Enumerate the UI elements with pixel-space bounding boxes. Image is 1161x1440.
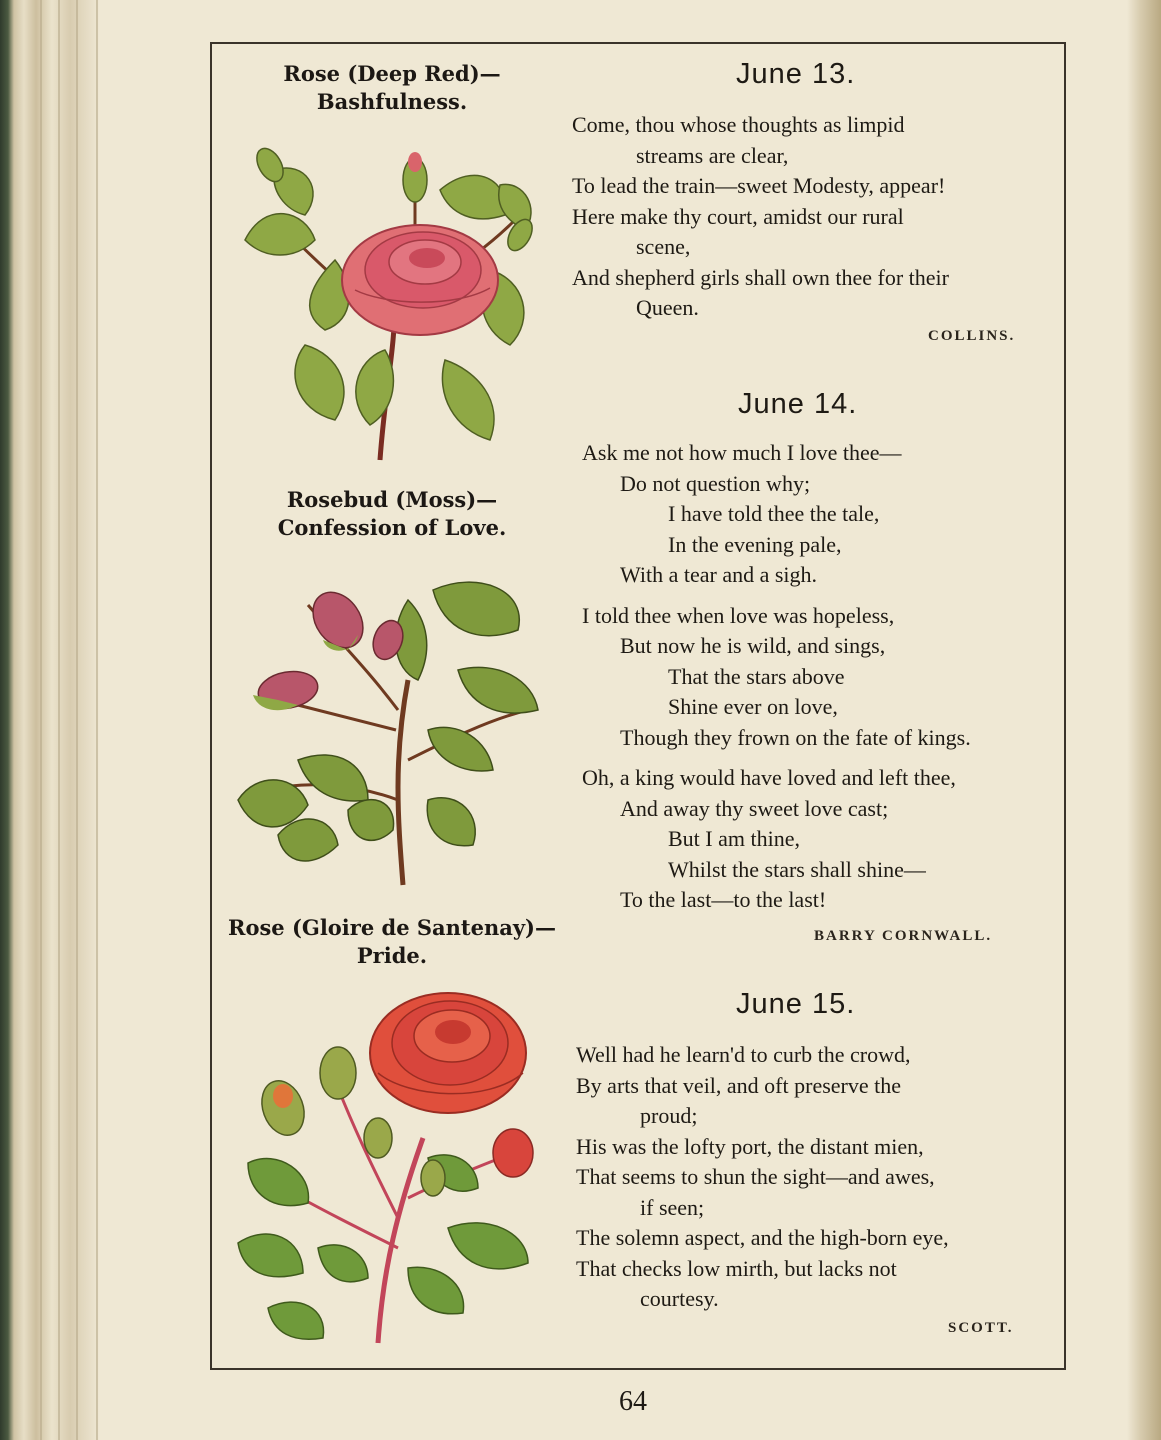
poem-line: Well had he learn'd to curb the crowd, (576, 1042, 911, 1067)
entry-author: SCOTT. (948, 1320, 1014, 1336)
caption-line: Bashfulness. (316, 89, 468, 114)
poem-line: streams are clear, (636, 142, 789, 168)
entry-date: June 13. (736, 58, 856, 90)
poem-line: courtesy. (640, 1286, 719, 1311)
poem-line: That checks low mirth, but lacks not (576, 1255, 897, 1281)
caption-rosebud-moss (252, 486, 532, 542)
rose-gloire-illustration (228, 988, 558, 1348)
poem-line: But now he is wild, and sings, (620, 633, 886, 658)
poem-line: Do not question why; (620, 470, 811, 496)
poem-line: if seen; (640, 1194, 705, 1220)
poem-line: With a tear and a sigh. (620, 562, 818, 587)
entry-poem (576, 1040, 949, 1315)
poem-line: Shine ever on love, (668, 694, 838, 719)
poem-line: His was the lofty port, the distant mien, (576, 1133, 924, 1159)
caption-rose-gloire (222, 914, 562, 970)
poem-line: By arts that veil, and oft preserve the (576, 1072, 902, 1098)
poem-line: I told thee when love was hopeless, (582, 602, 895, 628)
poem-line: That seems to shun the sight—and awes, (576, 1164, 935, 1189)
poem-line: Come, thou whose thoughts as limpid (572, 112, 905, 137)
poem-line: And away thy sweet love cast; (620, 795, 889, 821)
page-number: 64 (619, 1386, 647, 1417)
poem-line: Here make thy court, amidst our rural (572, 203, 904, 229)
poem-line: And shepherd girls shall own thee for their (572, 264, 949, 290)
poem-line: In the evening pale, (668, 531, 842, 557)
entry-date: June 14. (738, 388, 858, 420)
caption-line: Rose (Gloire de Santenay)— (228, 915, 556, 940)
poem-line: The solemn aspect, and the high-born eye, (576, 1225, 949, 1250)
poem-line: Oh, a king would have loved and left thee, (582, 765, 956, 790)
caption-line: Rose (Deep Red)— (283, 61, 501, 86)
caption-rose-deep-red (252, 60, 532, 116)
entry-poem (582, 438, 971, 916)
poem-line: proud; (640, 1103, 698, 1128)
poem-line: That the stars above (668, 663, 845, 689)
rosebud-moss-illustration (228, 560, 558, 890)
caption-line: Pride. (356, 943, 428, 968)
poem-line: Whilst the stars shall shine— (668, 856, 926, 882)
poem-line: To the last—to the last! (620, 887, 827, 912)
poem-line: To lead the train—sweet Modesty, appear! (572, 173, 946, 198)
entry-poem (572, 110, 949, 324)
page-right-edge (1127, 0, 1161, 1440)
rose-deep-red-illustration (235, 130, 555, 465)
caption-line: Rosebud (Moss)— (286, 487, 498, 512)
poem-line: I have told thee the tale, (668, 501, 880, 526)
poem-line: But I am thine, (668, 826, 800, 851)
entry-date: June 15. (736, 988, 856, 1020)
caption-line: Confession of Love. (277, 515, 507, 540)
entry-author: BARRY CORNWALL. (814, 928, 993, 944)
poem-line: Though they frown on the fate of kings. (620, 724, 971, 750)
poem-line: Ask me not how much I love thee— (582, 440, 902, 465)
poem-line: Queen. (636, 295, 699, 320)
book-spine (0, 0, 150, 1440)
poem-line: scene, (636, 234, 691, 259)
entry-author: COLLINS. (928, 328, 1016, 344)
